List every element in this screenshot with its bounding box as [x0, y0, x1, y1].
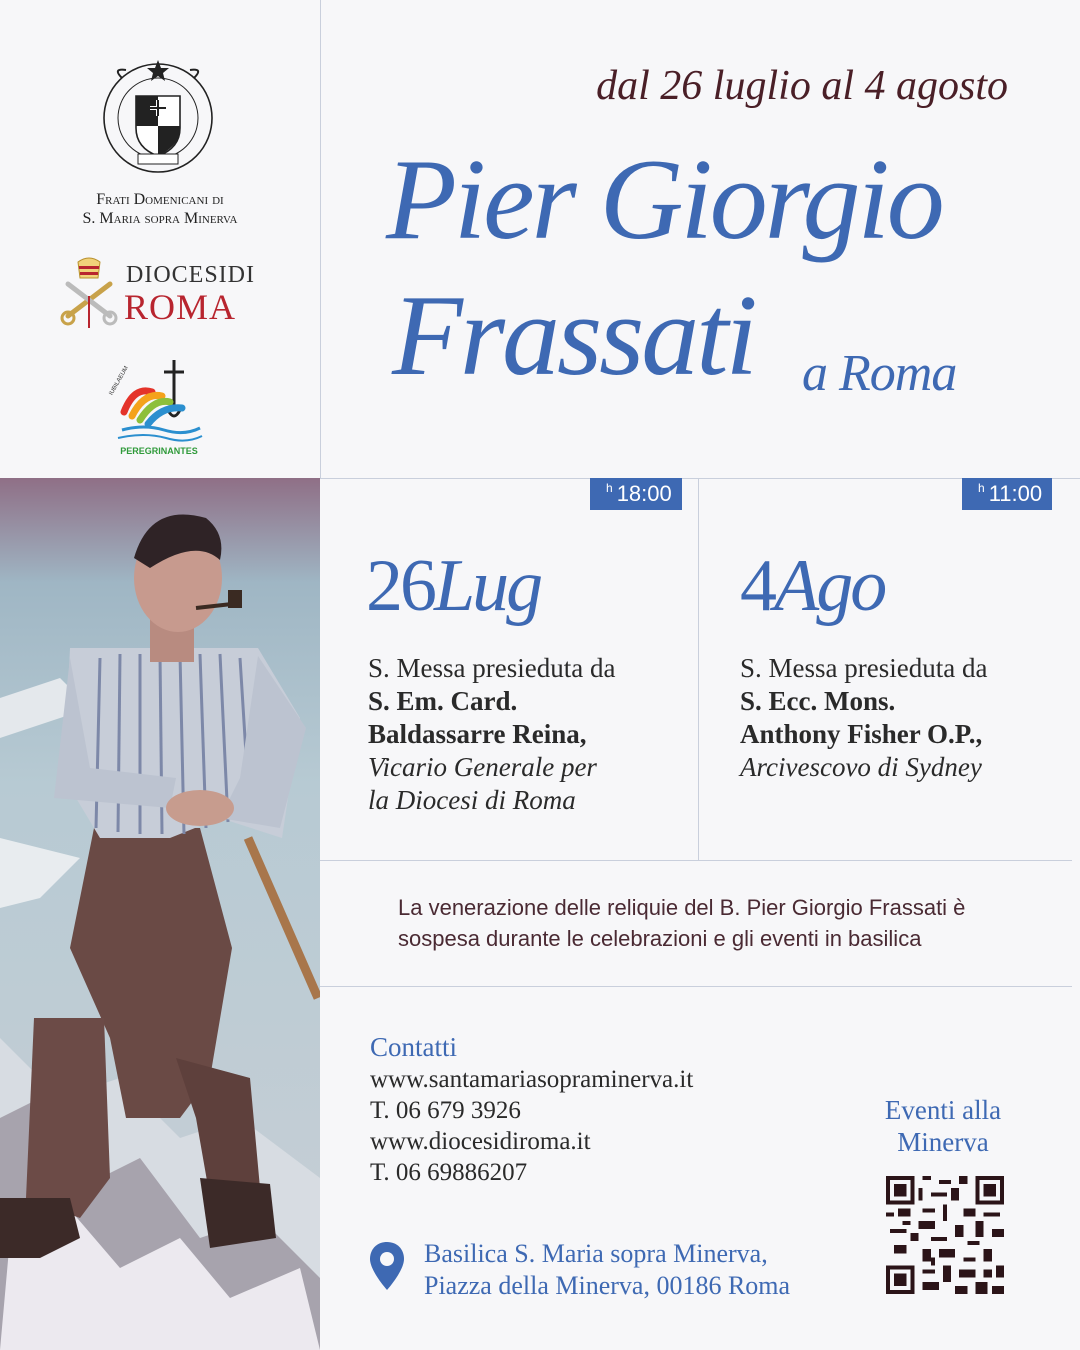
venue-address [424, 1238, 790, 1302]
diocesi-text-roma: ROMA [124, 287, 237, 327]
event-description-2 [740, 652, 1060, 784]
title-surname: Frassati [392, 272, 755, 400]
logo-column [0, 0, 320, 478]
time-prefix: h [606, 481, 613, 495]
event-time: 11:00 [988, 481, 1043, 506]
event-line: S. Messa presieduta da [368, 653, 616, 683]
diocesi-roma-logo [60, 252, 260, 334]
event-time-badge-1 [590, 478, 682, 510]
location-pin-icon [368, 1240, 406, 1292]
event-celebrant-name: Baldassarre Reina, [368, 719, 587, 749]
dominican-caption-line1: Frati Domenicani di [96, 191, 224, 208]
divider-notice-bottom [320, 986, 1072, 987]
contact-phone-diocesi[interactable]: T. 06 69886207 [370, 1159, 528, 1186]
contact-website-diocesi[interactable]: www.diocesidiroma.it [370, 1128, 591, 1155]
svg-text:IUBILAEUM: IUBILAEUM [108, 365, 130, 397]
event-month: Ago [774, 545, 885, 627]
frassati-photo [0, 478, 320, 1350]
divider-events-bottom [320, 860, 1072, 861]
time-prefix: h [978, 481, 985, 495]
event-celebrant-title: S. Ecc. Mons. [740, 686, 896, 716]
dominican-seal-icon [92, 56, 224, 174]
address-line-1: Basilica S. Maria sopra Minerva, [424, 1239, 768, 1268]
contact-list [370, 1064, 693, 1188]
event-time-badge-2 [962, 478, 1052, 510]
title-suffix: a Roma [802, 345, 957, 402]
event-line: S. Messa presieduta da [740, 653, 988, 683]
event-celebrant-role: Arcivescovo di Sydney [740, 752, 982, 782]
event-day: 26 [366, 545, 434, 627]
eventi-line-1: Eventi alla [884, 1095, 1002, 1125]
jubilee-2025-logo-icon [104, 352, 214, 458]
contacts-title: Contatti [370, 1032, 457, 1062]
divider-events-middle [698, 478, 699, 860]
qr-code-icon[interactable] [886, 1176, 1004, 1294]
contact-phone-minerva[interactable]: T. 06 679 3926 [370, 1097, 521, 1124]
title-first-name: Pier Giorgio [386, 136, 942, 264]
diocesi-text-top: DIOCESIDI [126, 262, 255, 288]
event-celebrant-name: Anthony Fisher O.P., [740, 719, 983, 749]
event-date-1 [366, 546, 540, 626]
notice-line-2: sospesa durante le celebrazioni e gli eventi in basilica [398, 926, 922, 951]
event-celebrant-title: S. Em. Card. [368, 686, 518, 716]
event-date-2 [740, 546, 884, 626]
dominican-caption [40, 190, 280, 228]
event-time: 18:00 [616, 481, 672, 506]
dominican-caption-line2: S. Maria sopra Minerva [82, 210, 238, 227]
notice-line-1: La venerazione delle reliquie del B. Pier Giorgio Frassati è [398, 895, 966, 920]
relics-notice [398, 892, 1038, 954]
eventi-line-2: Minerva [897, 1127, 989, 1157]
papal-keys-icon [60, 256, 118, 330]
address-line-2: Piazza della Minerva, 00186 Roma [424, 1271, 791, 1300]
event-day: 4 [740, 545, 774, 627]
contact-website-minerva[interactable]: www.santamariasopraminerva.it [370, 1066, 694, 1093]
divider-left-column [320, 0, 321, 478]
event-celebrant-role-2: la Diocesi di Roma [368, 785, 576, 815]
date-range: dal 26 luglio al 4 agosto [596, 63, 1008, 109]
event-celebrant-role: Vicario Generale per [368, 752, 597, 782]
svg-text:PEREGRINANTES: PEREGRINANTES [120, 446, 198, 456]
event-month: Lug [434, 545, 541, 627]
eventi-minerva-label [858, 1094, 1028, 1158]
event-description-1 [368, 652, 688, 817]
